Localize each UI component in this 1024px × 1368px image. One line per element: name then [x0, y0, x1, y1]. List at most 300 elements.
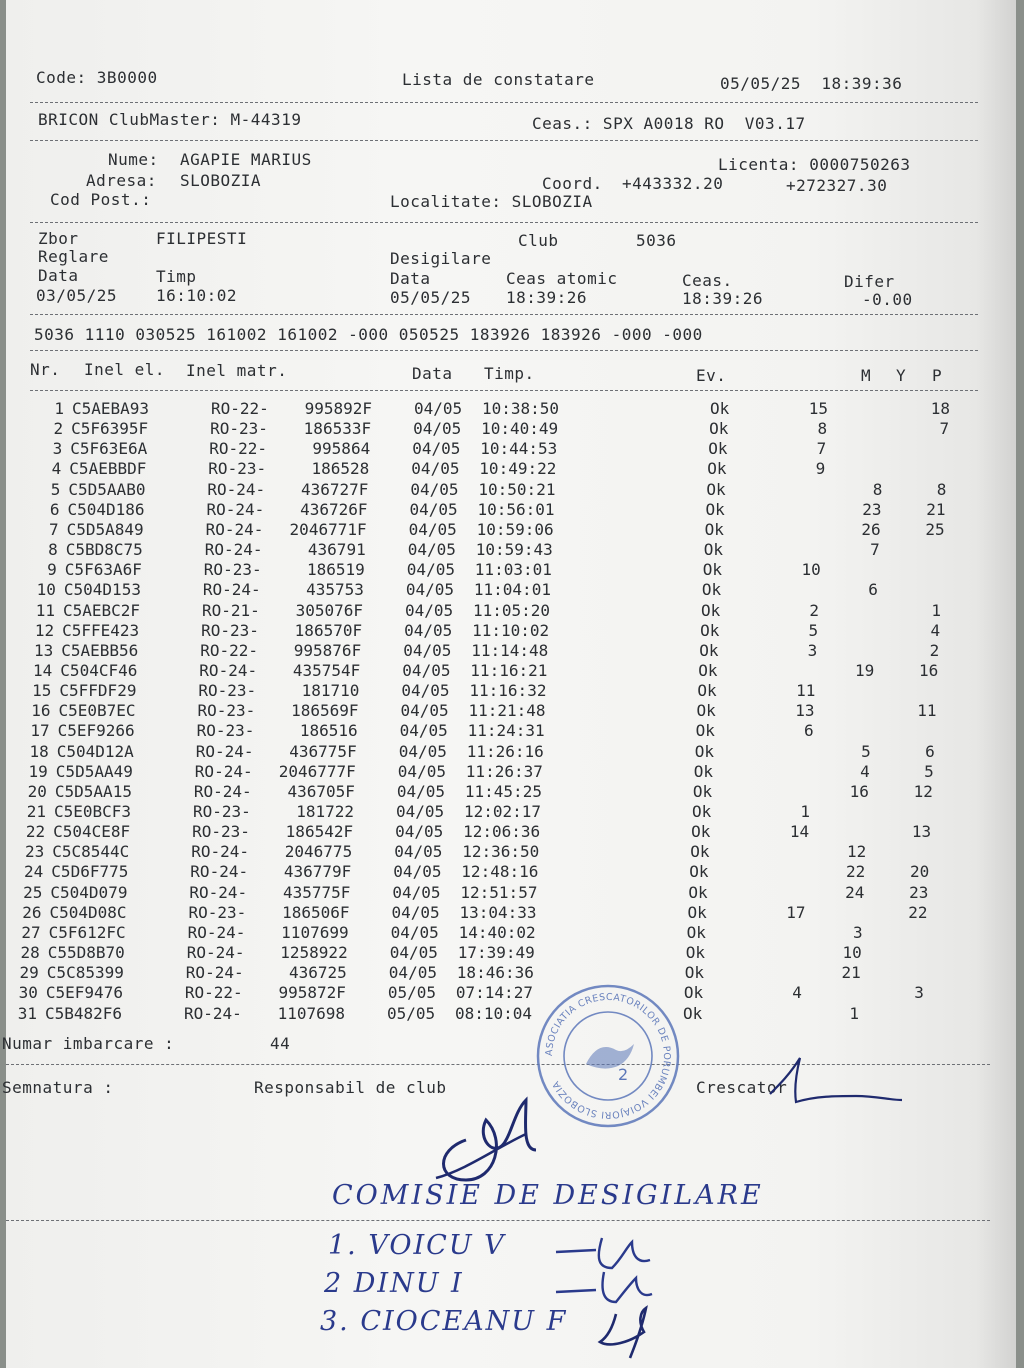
cell-time: 08:10:04	[455, 1003, 533, 1023]
cell-m: 14	[789, 822, 810, 842]
cell-nr: 28	[20, 943, 40, 963]
cell-pre: RO-22-	[200, 640, 258, 660]
flight-name: FILIPESTI	[156, 229, 248, 248]
cell-m: 10	[801, 560, 821, 580]
cell-p: 13	[911, 822, 932, 842]
cell-nr: 16	[31, 701, 51, 721]
cell-time: 12:06:36	[463, 822, 541, 842]
cell-nr: 2	[53, 419, 64, 439]
cell-date: 05/05	[387, 983, 437, 1003]
cell-ev: Ok	[710, 399, 730, 418]
cell-el: C5D5AA15	[54, 781, 132, 801]
cell-pre: RO-24-	[207, 479, 266, 499]
cell-m: 6	[803, 721, 814, 741]
cell-el: C504D079	[50, 882, 128, 902]
cell-p: 11	[917, 701, 937, 721]
cell-num: 1258922	[280, 943, 348, 963]
cell-y: 7	[870, 540, 880, 560]
club-label: Club	[518, 231, 559, 250]
cell-date: 04/05	[396, 781, 446, 801]
col-inel-matr: Inel matr.	[186, 361, 288, 380]
cell-date: 04/05	[395, 822, 444, 842]
cell-ev: Ok	[703, 540, 723, 560]
cell-nr: 12	[34, 620, 55, 640]
table-row	[6, 480, 1016, 500]
cell-ev: Ok	[684, 963, 705, 983]
cell-el: C5FFE423	[62, 620, 140, 640]
cell-el: C5D5A849	[66, 519, 144, 539]
cell-pre: RO-23-	[192, 822, 250, 842]
cell-ev: Ok	[693, 761, 714, 781]
stamp-text: ASOCIATIA CRESCATORILOR DE PORUMBEI VOIAJORI SLOBOZIA	[543, 991, 673, 1121]
cell-p: 25	[925, 519, 945, 539]
cell-m: 13	[795, 701, 815, 721]
cell-date: 04/05	[396, 802, 445, 821]
cell-pre: RO-24-	[190, 862, 249, 882]
cell-time: 10:59:43	[475, 540, 553, 560]
cell-p: 7	[939, 419, 950, 439]
cell-y: 1	[849, 1003, 859, 1023]
cell-ev: Ok	[701, 580, 722, 600]
cell-el: C5F6395F	[71, 419, 149, 439]
cell-pre: RO-23-	[193, 802, 251, 821]
cell-ev: Ok	[707, 459, 727, 479]
cell-time: 11:03:01	[474, 560, 552, 580]
cell-time: 11:04:01	[473, 580, 551, 600]
cell-pre: RO-24-	[186, 943, 245, 963]
cell-num: 181722	[296, 802, 354, 821]
cell-time: 10:59:06	[476, 519, 554, 539]
cell-y: 24	[845, 882, 865, 902]
cell-time: 13:04:33	[459, 902, 537, 922]
cell-nr: 7	[48, 519, 59, 539]
cell-num: 1107698	[277, 1003, 345, 1023]
cell-nr: 26	[22, 902, 42, 922]
cell-time: 11:16:32	[469, 681, 547, 701]
cell-el: C5BD8C75	[65, 540, 143, 560]
reg-date-label: Data	[38, 266, 79, 285]
coord-lat: +443332.20	[622, 174, 724, 193]
cell-m: 4	[792, 983, 802, 1003]
des-date-label: Data	[390, 269, 431, 288]
cell-el: C5D5AAB0	[68, 479, 146, 499]
cell-date: 04/05	[399, 721, 448, 741]
col-ev: Ev.	[696, 366, 727, 385]
cell-nr: 10	[36, 580, 56, 600]
cell-num: 436727F	[300, 479, 369, 499]
cell-nr: 13	[33, 640, 54, 660]
separator	[30, 222, 978, 223]
cell-pre: RO-23-	[198, 681, 257, 701]
cell-nr: 31	[17, 1003, 37, 1023]
cell-el: C5F63A6F	[64, 560, 142, 580]
cell-time: 11:45:25	[464, 781, 542, 801]
cell-nr: 19	[28, 761, 48, 781]
difer-label: Difer	[844, 272, 895, 291]
cell-ev: Ok	[700, 620, 720, 640]
separator	[30, 102, 978, 103]
cell-el: C5F612FC	[48, 922, 126, 942]
cell-pre: RO-24-	[194, 761, 253, 781]
cell-ev: Ok	[690, 842, 710, 862]
cell-ev: Ok	[696, 701, 716, 721]
cell-y: 4	[860, 761, 870, 781]
cell-el: C5D6F775	[51, 862, 129, 882]
cell-y: 8	[872, 479, 883, 499]
cell-ev: Ok	[687, 902, 707, 922]
table-row	[6, 883, 1016, 903]
col-y: Y	[896, 366, 907, 385]
cell-p: 8	[936, 479, 947, 499]
cell-ev: Ok	[705, 499, 725, 519]
table-row	[6, 580, 1016, 600]
cell-ev: Ok	[692, 802, 712, 821]
cell-el: C5E0BCF3	[54, 802, 132, 821]
table-row	[6, 641, 1016, 661]
cell-p: 20	[910, 862, 930, 882]
cell-m: 17	[786, 902, 806, 922]
cell-nr: 22	[25, 822, 46, 842]
cell-ev: Ok	[708, 439, 728, 459]
cell-p: 1	[931, 600, 941, 620]
cell-pre: RO-24-	[185, 963, 244, 983]
table-row	[6, 681, 1016, 701]
reglare-label: Reglare	[38, 247, 109, 266]
semnatura-label: Semnatura :	[2, 1078, 114, 1097]
cell-time: 11:10:02	[472, 620, 550, 640]
commission-signatures	[546, 1232, 706, 1362]
cell-num: 305076F	[295, 600, 363, 620]
cell-p: 18	[930, 399, 950, 418]
cell-y: 26	[861, 519, 881, 539]
cell-time: 11:24:31	[467, 721, 545, 741]
cell-ev: Ok	[695, 721, 715, 741]
cell-pre: RO-23-	[210, 419, 268, 439]
cell-num: 186533F	[303, 419, 372, 439]
cell-num: 435754F	[292, 660, 361, 680]
code-label: Code: 3B0000	[36, 68, 158, 87]
separator	[6, 1220, 990, 1221]
coord-label: Coord.	[542, 174, 603, 193]
address-label: Adresa:	[86, 171, 157, 190]
cell-el: C5AEBB56	[61, 640, 139, 660]
cell-ev: Ok	[683, 1003, 703, 1023]
coord-lon: +272327.30	[786, 176, 888, 195]
locality: Localitate: SLOBOZIA	[390, 192, 593, 211]
cell-ev: Ok	[702, 560, 723, 580]
cell-date: 04/05	[413, 419, 462, 439]
table-row	[6, 903, 1016, 923]
cell-ev: Ok	[688, 882, 708, 902]
cell-ev: Ok	[686, 922, 706, 942]
cell-num: 436775F	[289, 741, 357, 761]
cell-date: 04/05	[412, 439, 461, 459]
cell-time: 10:49:22	[479, 459, 557, 479]
table-row	[6, 721, 1016, 741]
cell-date: 04/05	[414, 399, 463, 418]
cell-time: 10:38:50	[482, 399, 560, 418]
cell-time: 11:16:21	[470, 660, 548, 680]
cell-time: 11:21:48	[468, 701, 546, 721]
cell-el: C5EF9266	[57, 721, 135, 741]
cell-time: 18:46:36	[456, 963, 534, 983]
cell-el: C5D5AA49	[55, 761, 133, 781]
table-row	[6, 762, 1016, 782]
cell-num: 186519	[307, 560, 365, 580]
table-row	[6, 701, 1016, 721]
cell-nr: 15	[32, 681, 52, 701]
commission-title: COMISIE DE DESIGILARE	[332, 1180, 764, 1211]
commission-member-3: 3. CIOCEANU F	[320, 1306, 568, 1337]
cell-pre: RO-22-	[184, 983, 243, 1003]
reg-time-label: Timp	[156, 267, 197, 286]
des-date: 05/05/25	[390, 288, 472, 307]
cell-nr: 24	[24, 862, 44, 882]
table-row	[6, 661, 1016, 681]
cell-ev: Ok	[701, 600, 721, 620]
cell-date: 04/05	[410, 479, 459, 499]
cell-ev: Ok	[683, 983, 704, 1003]
cell-date: 05/05	[387, 1003, 436, 1023]
cell-date: 04/05	[404, 620, 453, 640]
cell-time: 12:36:50	[462, 842, 540, 862]
cell-pre: RO-22-	[209, 439, 267, 459]
cell-el: C504D12A	[56, 741, 134, 761]
cell-nr: 17	[30, 721, 50, 741]
imbarcare-label: Numar imbarcare :	[2, 1034, 175, 1053]
cell-nr: 9	[47, 560, 57, 580]
stamp-number: 2	[618, 1065, 629, 1084]
cell-ev: Ok	[692, 781, 713, 801]
cell-m: 9	[815, 459, 826, 479]
cell-m: 15	[808, 399, 828, 418]
cell-pre: RO-23-	[201, 620, 259, 640]
cell-el: C5AEBC2F	[63, 600, 141, 620]
cell-num: 995876F	[293, 640, 362, 660]
cell-y: 23	[862, 499, 882, 519]
cell-num: 2046775	[284, 842, 353, 862]
col-nr: Nr.	[30, 360, 61, 379]
ceas-label: Ceas.	[682, 271, 733, 290]
cell-y: 3	[852, 922, 863, 942]
cell-m: 5	[808, 620, 819, 640]
cell-num: 436705F	[287, 781, 355, 801]
cell-time: 10:56:01	[477, 499, 555, 519]
col-inel-el: Inel el.	[84, 360, 166, 379]
cell-date: 04/05	[392, 882, 441, 902]
cell-nr: 18	[29, 741, 49, 761]
cell-nr: 3	[52, 439, 63, 459]
cell-nr: 23	[24, 842, 45, 862]
cell-el: C504CE8F	[53, 822, 131, 842]
name-label: Nume:	[108, 150, 159, 169]
cell-ev: Ok	[699, 640, 719, 660]
cell-el: C55D8B70	[47, 943, 125, 963]
print-datetime: 05/05/25 18:39:36	[720, 74, 903, 93]
commission-member-1: 1. VOICU V	[328, 1230, 506, 1261]
cell-num: 186569F	[291, 701, 359, 721]
cell-date: 04/05	[397, 761, 446, 781]
cell-date: 04/05	[408, 519, 457, 539]
cell-ev: Ok	[704, 519, 724, 539]
cell-nr: 20	[27, 781, 47, 801]
cell-pre: RO-22-	[211, 399, 269, 418]
device-id: BRICON ClubMaster: M-44319	[38, 110, 302, 129]
cell-time: 11:05:20	[473, 600, 551, 620]
cell-time: 10:50:21	[478, 479, 556, 499]
cell-num: 2046777F	[278, 761, 356, 781]
cell-y: 19	[855, 660, 875, 680]
cell-el: C5E0B7EC	[58, 701, 136, 721]
cell-y: 6	[868, 580, 878, 600]
responsabil-label: Responsabil de club	[254, 1078, 447, 1097]
cell-y: 16	[849, 781, 869, 801]
cell-time: 11:26:16	[466, 741, 544, 761]
cell-date: 04/05	[409, 499, 458, 519]
cell-date: 04/05	[402, 660, 451, 680]
table-row	[6, 943, 1016, 963]
club-number: 5036	[636, 231, 677, 250]
cell-el: C5B482F6	[45, 1003, 123, 1023]
table-row	[6, 560, 1016, 580]
cell-p: 12	[913, 781, 933, 801]
clock-id: Ceas.: SPX A0018 RO V03.17	[532, 114, 806, 133]
cell-ev: Ok	[697, 681, 717, 701]
cell-pre: RO-24-	[204, 540, 263, 560]
cell-ev: Ok	[694, 741, 714, 761]
cell-date: 04/05	[389, 943, 438, 963]
cell-el: C504D186	[67, 499, 145, 519]
table-row	[6, 419, 1016, 439]
cell-ev: Ok	[709, 419, 729, 439]
difference: -0.00	[862, 290, 913, 309]
postcode-label: Cod Post.:	[50, 190, 152, 209]
cell-num: 186570F	[294, 620, 363, 640]
table-row	[6, 742, 1016, 762]
table-row	[6, 621, 1016, 641]
cell-pre: RO-24-	[189, 882, 248, 902]
cell-el: C5C85399	[46, 963, 124, 983]
cell-y: 21	[841, 963, 861, 983]
table-row	[6, 963, 1016, 983]
table-row	[6, 1004, 1016, 1024]
cell-pre: RO-24-	[205, 519, 264, 539]
cell-ev: Ok	[706, 479, 726, 499]
table-row	[6, 983, 1016, 1003]
cell-time: 11:14:48	[471, 640, 549, 660]
atomic-time: 18:39:26	[506, 288, 588, 307]
cell-el: C5C8544C	[52, 842, 130, 862]
cell-num: 2046771F	[289, 519, 367, 539]
cell-pre: RO-23-	[197, 701, 256, 721]
cell-m: 2	[809, 600, 819, 620]
table-row	[6, 601, 1016, 621]
cell-y: 5	[861, 741, 871, 761]
separator	[30, 350, 978, 351]
cell-ev: Ok	[698, 660, 718, 680]
reg-time: 16:10:02	[156, 286, 238, 305]
cell-p: 6	[925, 741, 935, 761]
cell-y: 12	[846, 842, 867, 862]
cell-num: 995864	[312, 439, 371, 459]
cell-nr: 27	[21, 922, 41, 942]
cell-date: 04/05	[388, 963, 437, 983]
cell-pre: RO-23-	[203, 560, 262, 580]
cell-el: C504D153	[63, 580, 141, 600]
cell-time: 12:48:16	[461, 862, 539, 882]
cell-p: 22	[908, 902, 928, 922]
cell-date: 04/05	[400, 701, 449, 721]
cell-pre: RO-23-	[188, 902, 247, 922]
cell-p: 2	[929, 640, 940, 660]
cell-num: 435753	[306, 580, 364, 600]
table-row	[6, 500, 1016, 520]
receipt-paper	[2, 0, 1016, 1368]
zbor-label: Zbor	[38, 229, 79, 248]
cell-nr: 11	[35, 600, 55, 620]
cell-m: 7	[816, 439, 827, 459]
cell-date: 04/05	[411, 459, 460, 479]
cell-nr: 4	[51, 459, 62, 479]
cell-pre: RO-24-	[193, 781, 252, 801]
table-row	[6, 923, 1016, 943]
table-row	[6, 399, 1016, 419]
licence-number: Licenta: 0000750263	[718, 155, 911, 174]
table-row	[6, 782, 1016, 802]
cell-date: 04/05	[398, 741, 447, 761]
cell-p: 3	[914, 983, 924, 1003]
cell-time: 14:40:02	[458, 922, 536, 942]
cell-el: C5AEBA93	[72, 399, 150, 418]
desigilare-label: Desigilare	[390, 249, 492, 268]
owner-name: AGAPIE MARIUS	[180, 150, 312, 169]
cell-nr: 1	[54, 399, 64, 418]
crescator-label: Crescator	[696, 1078, 788, 1097]
cell-time: 11:26:37	[465, 761, 543, 781]
cell-p: 5	[924, 761, 934, 781]
reg-date: 03/05/25	[36, 286, 118, 305]
imbarcare-count: 44	[270, 1034, 291, 1053]
table-row	[6, 439, 1016, 459]
cell-y: 10	[842, 943, 862, 963]
cell-nr: 30	[18, 983, 38, 1003]
signature-responsabil	[426, 1080, 566, 1190]
table-row	[6, 520, 1016, 540]
cell-el: C5AEBBDF	[69, 459, 147, 479]
cell-num: 1107699	[281, 922, 349, 942]
cell-m: 1	[800, 802, 810, 821]
cell-el: C5F63E6A	[70, 439, 148, 459]
cell-m: 3	[807, 640, 818, 660]
cell-nr: 14	[33, 660, 53, 680]
cell-date: 04/05	[401, 681, 450, 701]
cell-num: 436779F	[283, 862, 352, 882]
cell-num: 186542F	[285, 822, 354, 842]
cell-p: 21	[926, 499, 946, 519]
document-title: Lista de constatare	[402, 70, 595, 89]
cell-pre: RO-24-	[199, 660, 258, 680]
cell-el: C5EF9476	[45, 983, 123, 1003]
cell-date: 04/05	[403, 640, 452, 660]
cell-date: 04/05	[390, 922, 439, 942]
col-timp: Timp.	[484, 364, 535, 383]
cell-pre: RO-24-	[202, 580, 261, 600]
col-p: P	[932, 366, 943, 385]
cell-time: 12:02:17	[464, 802, 542, 821]
code-line: 5036 1110 030525 161002 161002 -000 050525 183926 183926 -000 -000	[34, 325, 703, 344]
cell-time: 17:39:49	[457, 943, 535, 963]
cell-date: 04/05	[393, 862, 442, 882]
